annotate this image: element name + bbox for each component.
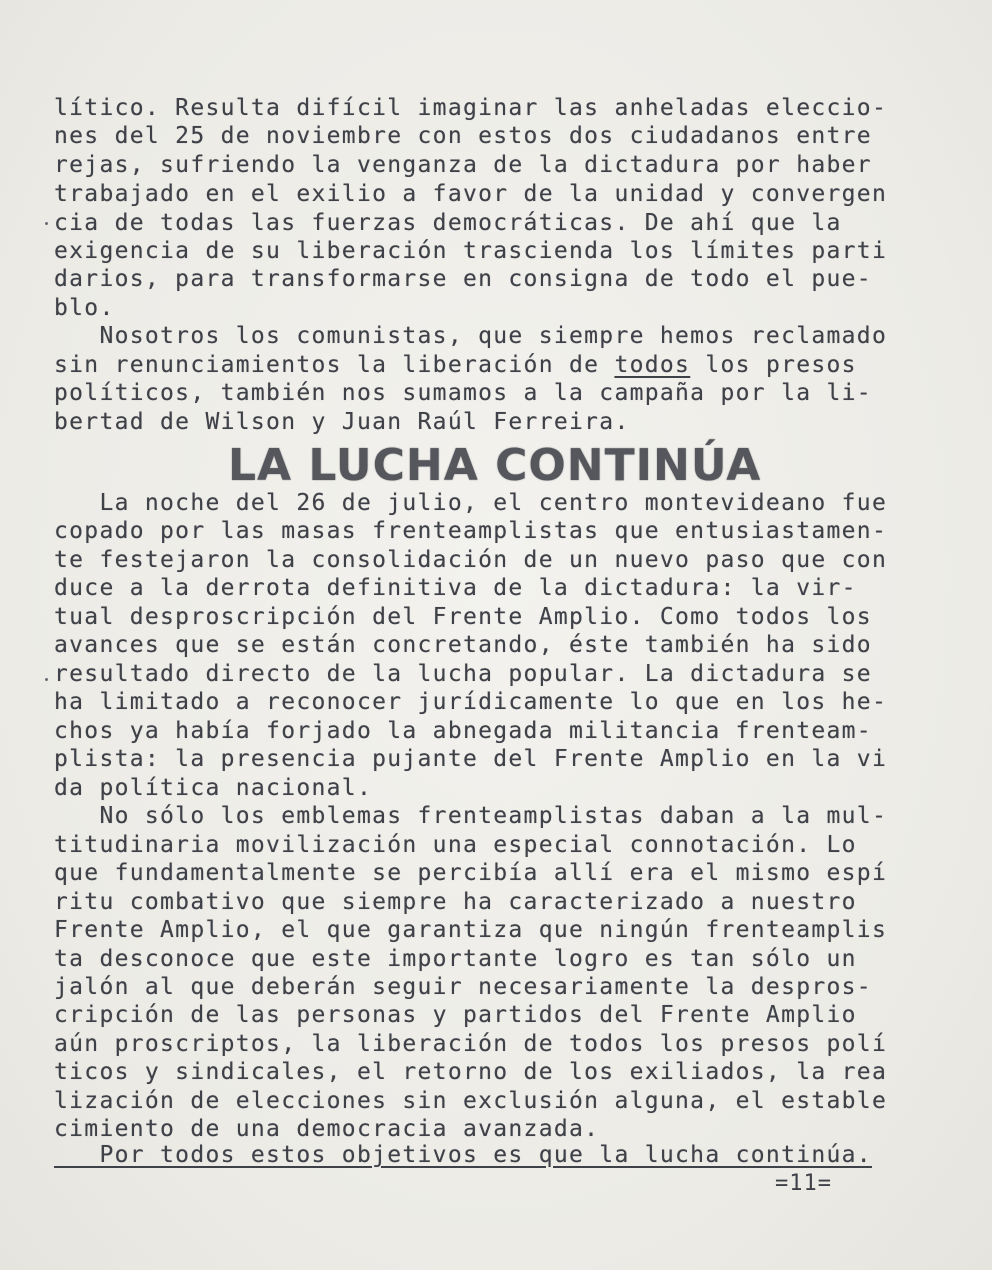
text-line: ta desconoce que este importante logro es tan sólo un (54, 946, 857, 972)
text-line: rejas, sufriendo la venganza de la dictadura por haber (54, 152, 872, 178)
text-line: blo. (54, 295, 115, 321)
text-line: ha limitado a reconocer jurídicamente lo que en los he- (54, 689, 888, 715)
text-line: jalón al que deberán seguir necesariamente la despros- (54, 974, 872, 1000)
text-segment: sin renunciamientos la liberación de (54, 352, 615, 378)
text-line: chos ya había forjado la abnegada militancia frenteam- (54, 718, 872, 744)
text-line: políticos, también nos sumamos a la campaña por la li- (54, 380, 872, 406)
ink-dot (45, 222, 48, 225)
text-line: cia de todas las fuerzas democráticas. De ahí que la (54, 210, 842, 236)
text-line: No sólo los emblemas frenteamplistas daban a la mul- (54, 803, 888, 829)
text-line: tual desproscripción del Frente Amplio. Como todos los (54, 604, 872, 630)
text-line: nes del 25 de noviembre con estos dos ciudadanos entre (54, 123, 872, 149)
underlined-word: todos (614, 352, 691, 378)
text-line: lización de elecciones sin exclusión alguna, el estable (54, 1088, 888, 1114)
text-line: avances que se están concretando, éste también ha sido (54, 632, 872, 658)
page-number: =11= (775, 1171, 832, 1196)
text-line: cimiento de una democracia avanzada. (54, 1116, 600, 1142)
text-line: titudinaria movilización una especial connotación. Lo (54, 832, 857, 858)
text-line: bertad de Wilson y Juan Raúl Ferreira. (54, 409, 630, 435)
text-line: plista: la presencia pujante del Frente Amplio en la vi (54, 746, 888, 772)
text-line: trabajado en el exilio a favor de la unidad y convergen (54, 181, 888, 207)
text-line: lítico. Resulta difícil imaginar las anheladas eleccio- (54, 95, 888, 121)
text-line: duce a la derrota definitiva de la dictadura: la vir- (54, 575, 857, 601)
text-line: que fundamentalmente se percibía allí era el mismo espí (54, 860, 888, 886)
text-line: da política nacional. (54, 775, 373, 801)
text-line: te festejaron la consolidación de un nuevo paso que con (54, 547, 888, 573)
closing-line: Por todos estos objetivos es que la lucha continúa. (54, 1142, 872, 1168)
text-line: ritu combativo que siempre ha caracterizado a nuestro (54, 889, 857, 915)
text-line: exigencia de su liberación trascienda los límites parti (54, 238, 888, 264)
text-line: ticos y sindicales, el retorno de los exiliados, la rea (54, 1059, 888, 1085)
text-line: resultado directo de la lucha popular. La dictadura se (54, 661, 872, 687)
text-segment: los presos (690, 352, 857, 378)
text-line: aún proscriptos, la liberación de todos los presos polí (54, 1031, 888, 1057)
text-line (54, 352, 857, 378)
text-line: Frente Amplio, el que garantiza que ningún frenteamplis (54, 917, 888, 943)
text-line: Nosotros los comunistas, que siempre hemos reclamado (54, 323, 888, 349)
ink-dot (45, 678, 48, 681)
text-line: La noche del 26 de julio, el centro montevideano fue (54, 490, 888, 516)
text-line: darios, para transformarse en consigna de todo el pue- (54, 266, 872, 292)
section-heading: LA LUCHA CONTINÚA (228, 440, 762, 491)
text-line: copado por las masas frenteamplistas que entusiastamen- (54, 518, 888, 544)
text-line: cripción de las personas y partidos del Frente Amplio (54, 1002, 857, 1028)
